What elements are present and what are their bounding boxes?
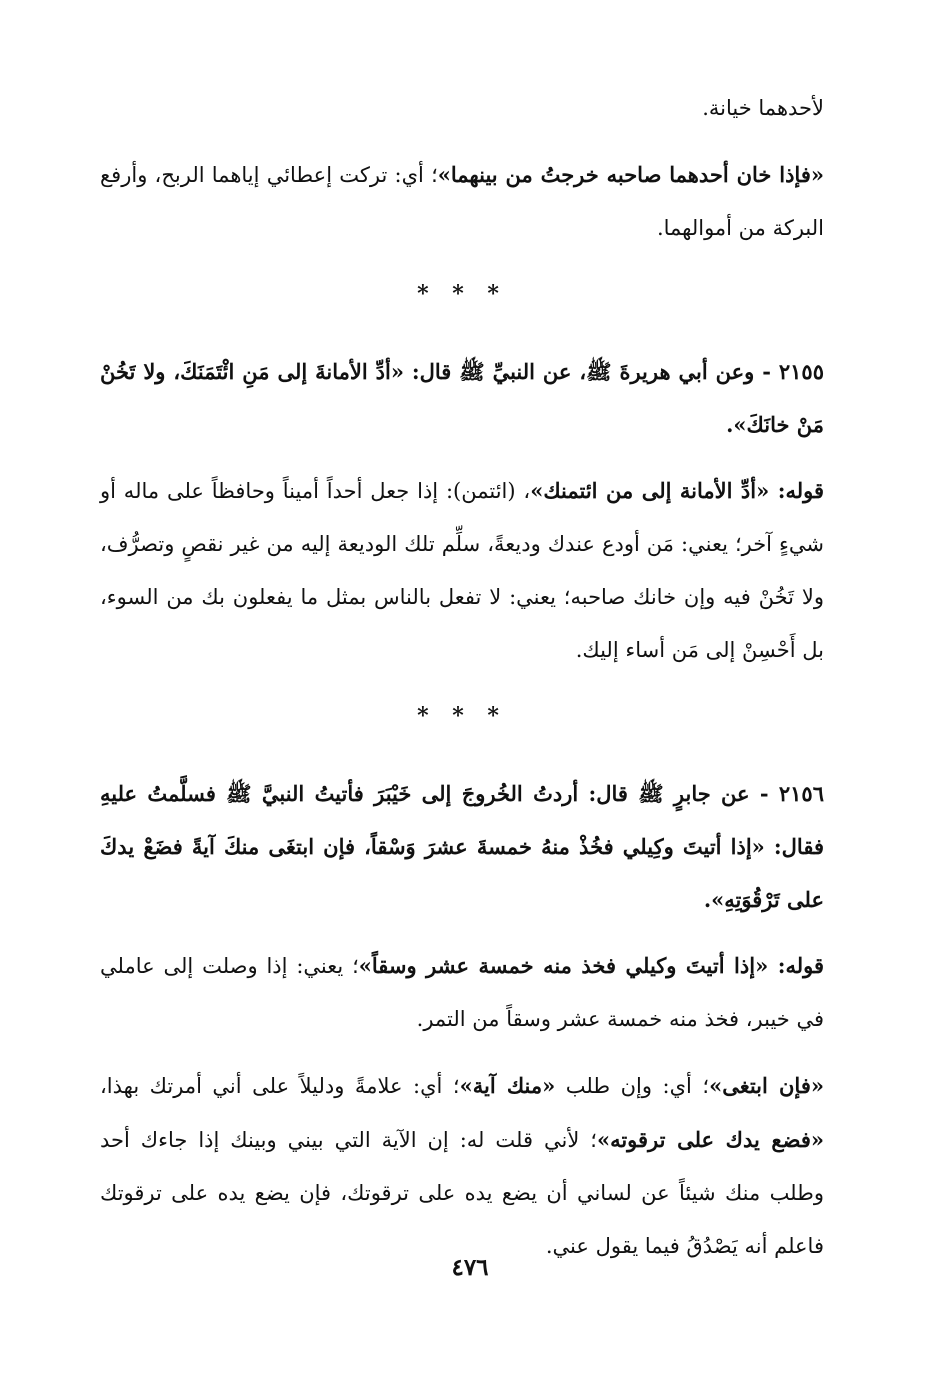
section-separator-2: * * *	[417, 703, 507, 729]
continuation-text: لأحدهما خيانة.	[702, 96, 824, 120]
hadith-2155: ٢١٥٥ - وعن أبي هريرةَ ﷺ، عن النبيِّ ﷺ قال: «أدِّ الأمانةَ إلى مَنِ ائْتَمَنَكَ، ولا تَخُنْ مَنْ خانَكَ».	[100, 359, 824, 437]
paragraph-continuation	[100, 82, 824, 135]
commentary-lead: قوله:	[768, 953, 825, 978]
hadith-2156: ٢١٥٦ - عن جابرٍ ﷺ قال: أردتُ الخُروجَ إلى خَيْبَرَ فأتيتُ النبيَّ ﷺ فسلَّمتُ عليهِ فقال: «إذا أتيتَ وكِيلي فخُذْ منهُ خمسةَ عشرَ وَسْقاً، فإن ابتغَى منكَ آيةً فضَعْ يدكَ على تَرْقُوَتِهِ».	[100, 781, 824, 912]
section-separator-1: * * *	[417, 281, 507, 307]
hadith-quote: «إذا أتيتَ وكيلي فخذ منه خمسة عشر وسقاً»	[358, 953, 769, 978]
commentary-text-3: ؛ لأني قلت له: إن الآية التي بيني وبينك إذا جاءك أحد وطلب منك شيئاً عن لساني أن يضع يده على ترقوتك، فإن يضع يده على ترقوتك فاعلم أنه يَصْدُقُ فيما يقول عني.	[100, 1128, 824, 1258]
commentary-text-1: ؛ أي: وإن طلب	[555, 1074, 710, 1098]
commentary-2156-b	[100, 1059, 824, 1273]
paragraph-commentary-1	[100, 148, 824, 255]
page-body	[100, 82, 824, 1273]
commentary-text-2: ؛ أي: علامةً ودليلاً على أني أمرتك بهذا،	[100, 1074, 460, 1098]
hadith-quote-2: «منك آية»	[459, 1073, 556, 1098]
commentary-text: ؛ يعني: إذا وصلت إلى عاملي في خيبر، فخذ منه خمسة عشر وسقاً من التمر.	[100, 954, 824, 1031]
commentary-lead: قوله:	[769, 478, 825, 503]
commentary-2156-a	[100, 939, 824, 1046]
hadith-quote-3: «فضع يدك على ترقوته»	[596, 1127, 824, 1152]
hadith-quote-1: «فإن ابتغى»	[709, 1073, 824, 1098]
page-number: ٤٧٦	[451, 1254, 489, 1281]
hadith-quote: «فإذا خان أحدهما صاحبه خرجتُ من بينهما»	[437, 162, 824, 187]
hadith-quote: «أدِّ الأمانة إلى من ائتمنك»	[530, 478, 770, 503]
commentary-text: ؛ أي: تركت إعطائي إياهما الربح، وأرفع البركة من أموالهما.	[100, 163, 824, 240]
commentary-2155	[100, 464, 824, 677]
commentary-text: ، (ائتمن): إذا جعل أحداً أميناً وحافظاً على ماله أو شيءٍ آخر؛ يعني: مَن أودع عندك وديعةً، سلِّم تلك الوديعة إليه من غير نقصٍ وتصرُّف، ولا تَخُنْ فيه وإن خانك صاحبه؛ يعني: لا تفعل بالناس بمثل ما يفعلون بك من السوء، بل أَحْسِنْ إلى مَن أساء إليك.	[100, 479, 824, 662]
